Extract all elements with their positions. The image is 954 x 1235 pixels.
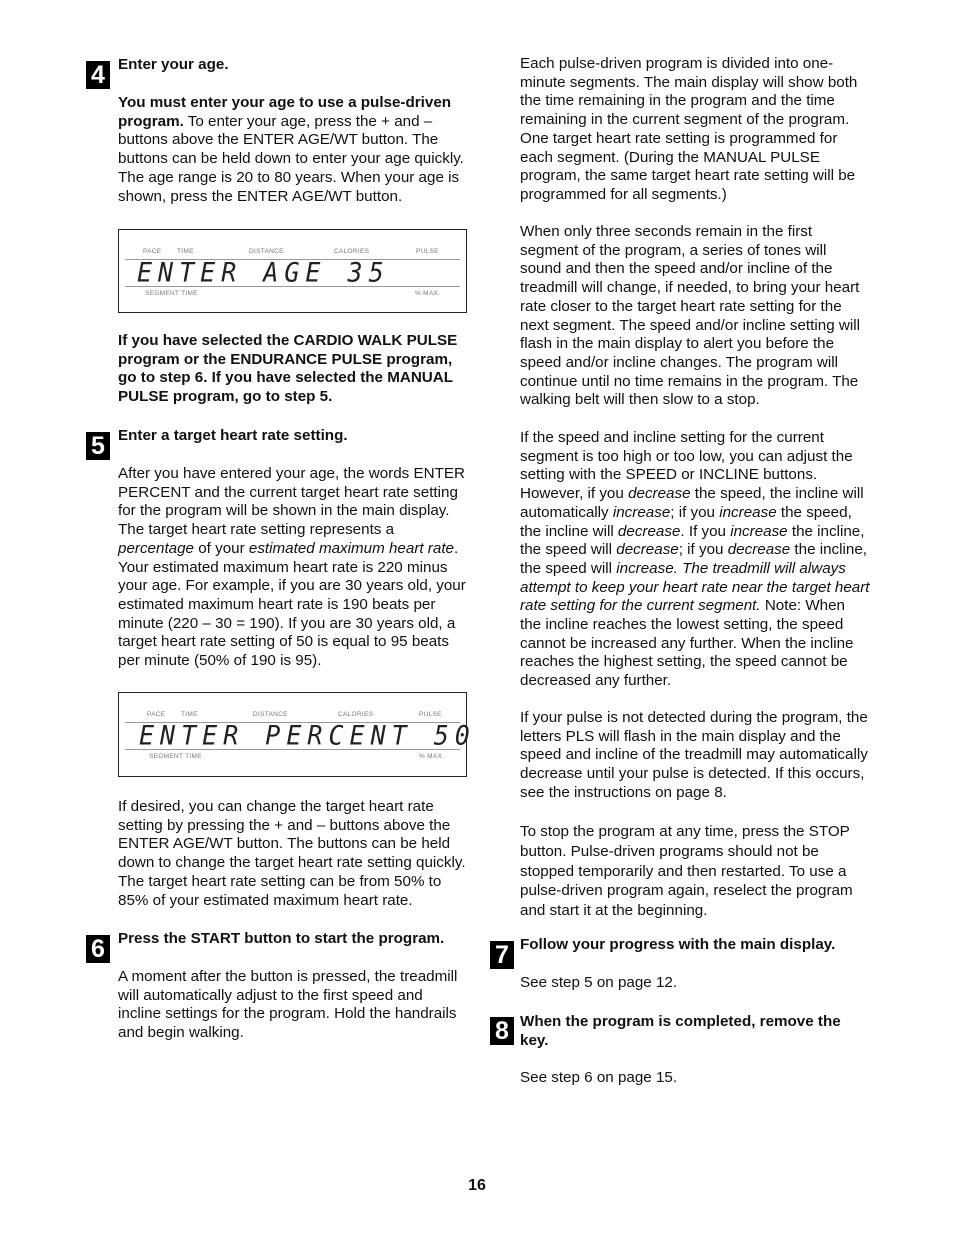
step-5-paragraph-2: If desired, you can change the target heart rate setting by pressing the + and – buttons above the ENTER AGE/WT button. The buttons can be held down to change the target heart rate setting quickly. The target heart rate setting can be from 50% to 85% of your estimated maximum heart rate. <box>118 798 466 909</box>
step-7-number: 7 <box>490 941 514 969</box>
display-label-calories: CALORIES <box>334 248 370 255</box>
p3-italic-3: increase <box>719 503 777 521</box>
step-5-italic-percentage: percentage <box>118 539 194 557</box>
p3-italic-1: decrease <box>628 485 691 503</box>
step-7-heading: Follow your progress with the main display. <box>520 936 836 953</box>
display-segment-text: ENTER PERCENT 50 <box>139 720 476 751</box>
p3-text-h: the incline, the speed will <box>520 541 868 577</box>
display-label-percent-max: % MAX. <box>419 753 445 760</box>
step-4-paragraph-rest: To enter your age, press the + and – buttons above the ENTER AGE/WT button. The buttons can be held down to enter your age quickly. The age range is 20 to 80 years. When your age is shown, press the ENTER AGE/WT button. <box>118 112 464 205</box>
display-divider-bottom <box>125 749 460 750</box>
right-paragraph-4: If your pulse is not detected during the program, the letters PLS will flash in the main display and the speed and incline of the treadmill may automatically decrease until your pulse is detected. If this occurs, see the instructions on page 8. <box>520 709 868 801</box>
p3-text-g: ; if you <box>678 541 728 559</box>
step-8-number: 8 <box>490 1017 514 1045</box>
page-number: 16 <box>468 1177 486 1194</box>
display-label-time: TIME <box>177 248 194 255</box>
step-5-text-c: . Your estimated maximum heart rate is 220 minus your age. For example, if you are 30 years old, your estimated maximum heart rate is 190 beats per minute (220 – 30 = 190). If you are 30 years old, a target heart rate setting of 50 is equal to 95 beats per minute (50% of 190 is 95). <box>118 539 466 670</box>
step-8-heading: When the program is completed, remove the key. <box>520 1013 841 1049</box>
step-5-text-a: After you have entered your age, the words ENTER PERCENT and the current target heart rate setting for the program will be shown in the main display. The target heart rate setting represents a <box>118 465 465 539</box>
p3-text-b: the speed, the incline will automatically <box>520 485 864 521</box>
percent-display-illustration <box>118 692 476 777</box>
p3-text-j: Note: When the incline reaches the lowest setting, the speed cannot be increased any further. When the incline reaches the highest setting, the speed cannot be decreased any further. <box>520 597 854 690</box>
display-label-time: TIME <box>181 711 198 718</box>
step-4-number: 4 <box>86 61 110 89</box>
step-5-paragraph-1 <box>118 465 468 671</box>
display-label-distance: DISTANCE <box>249 248 284 255</box>
step-6-number: 6 <box>86 935 110 963</box>
p3-italic-5: increase <box>730 522 788 540</box>
p3-text-a: If the speed and incline setting for the current segment is too high or too low, you can adjust the setting with the SPEED or INCLINE buttons. However, if you <box>520 429 853 503</box>
step-4-paragraph <box>118 94 468 206</box>
p3-text-f: the incline, the speed will <box>520 522 865 559</box>
display-label-pulse: PULSE <box>419 711 442 718</box>
display-label-pace: PACE <box>143 248 162 255</box>
step-5-heading: Enter a target heart rate setting. <box>118 427 348 444</box>
step-4-heading: Enter your age. <box>118 56 229 73</box>
right-paragraph-2: When only three seconds remain in the first segment of the program, a series of tones will sound and then the speed and/or incline of the treadmill will change, if needed, to bring your heart rate closer to the target heart rate setting for the next segment. The speed and/or incline setting will flash in the main display to alert you before the speed and/or incline changes. The program will continue until no time remains in the program. The walking belt will then slow to a stop. <box>520 223 860 409</box>
age-display-illustration <box>118 229 467 313</box>
display-label-pulse: PULSE <box>416 248 439 255</box>
p3-italic-6: decrease <box>616 541 679 559</box>
p3-italic-7: decrease <box>727 541 791 559</box>
p3-italic-2: increase <box>612 503 671 521</box>
display-segment-text: ENTER AGE 35 <box>137 257 390 288</box>
step-5-text-b: of your <box>194 539 249 557</box>
step-4-paragraph-bold: You must enter your age to use a pulse-driven program. <box>118 94 452 130</box>
step-8-paragraph: See step 6 on page 15. <box>520 1069 678 1086</box>
display-label-distance: DISTANCE <box>253 711 288 718</box>
right-paragraph-5: To stop the program at any time, press the STOP button. Pulse-driven programs should not be stopped temporarily and then restarted. To use a pulse-driven program again, reselect the program and start it at the beginning. <box>520 823 853 920</box>
step-6-paragraph: A moment after the button is pressed, the treadmill will automatically adjust to the first speed and incline settings for the program. Hold the handrails and begin walking. <box>118 968 458 1042</box>
step-5-number: 5 <box>86 432 110 460</box>
display-label-calories: CALORIES <box>338 711 374 718</box>
step-5-italic-max-heart-rate: estimated maximum heart rate <box>248 539 454 557</box>
p3-text-d: the speed, the incline will <box>520 503 852 540</box>
display-label-percent-max: % MAX. <box>415 290 441 297</box>
display-label-segment-time: SEGMENT TIME <box>149 753 202 760</box>
right-paragraph-3 <box>520 429 870 691</box>
display-label-pace: PACE <box>147 711 166 718</box>
display-divider-bottom <box>125 286 460 287</box>
step-4-note: If you have selected the CARDIO WALK PULSE program or the ENDURANCE PULSE program, go to step 6. If you have selected the MANUAL PULSE program, go to step 5. <box>118 332 458 406</box>
right-paragraph-1: Each pulse-driven program is divided into one-minute segments. The main display will show both the time remaining in the program and the time remaining in the current segment of the program. One target heart rate setting is programmed for each segment. (During the MANUAL PULSE program, the same target heart rate setting will be programmed for all segments.) <box>520 55 858 203</box>
p3-text-e: . If you <box>680 522 731 540</box>
display-label-segment-time: SEGMENT TIME <box>145 290 198 297</box>
p3-italic-8: increase. The treadmill will always attempt to keep your heart rate near the target heart rate setting for the current segment. <box>520 559 870 615</box>
p3-italic-4: decrease <box>617 522 681 540</box>
p3-text-c: ; if you <box>670 503 720 521</box>
step-6-heading: Press the START button to start the program. <box>118 930 445 947</box>
step-7-paragraph: See step 5 on page 12. <box>520 974 678 991</box>
